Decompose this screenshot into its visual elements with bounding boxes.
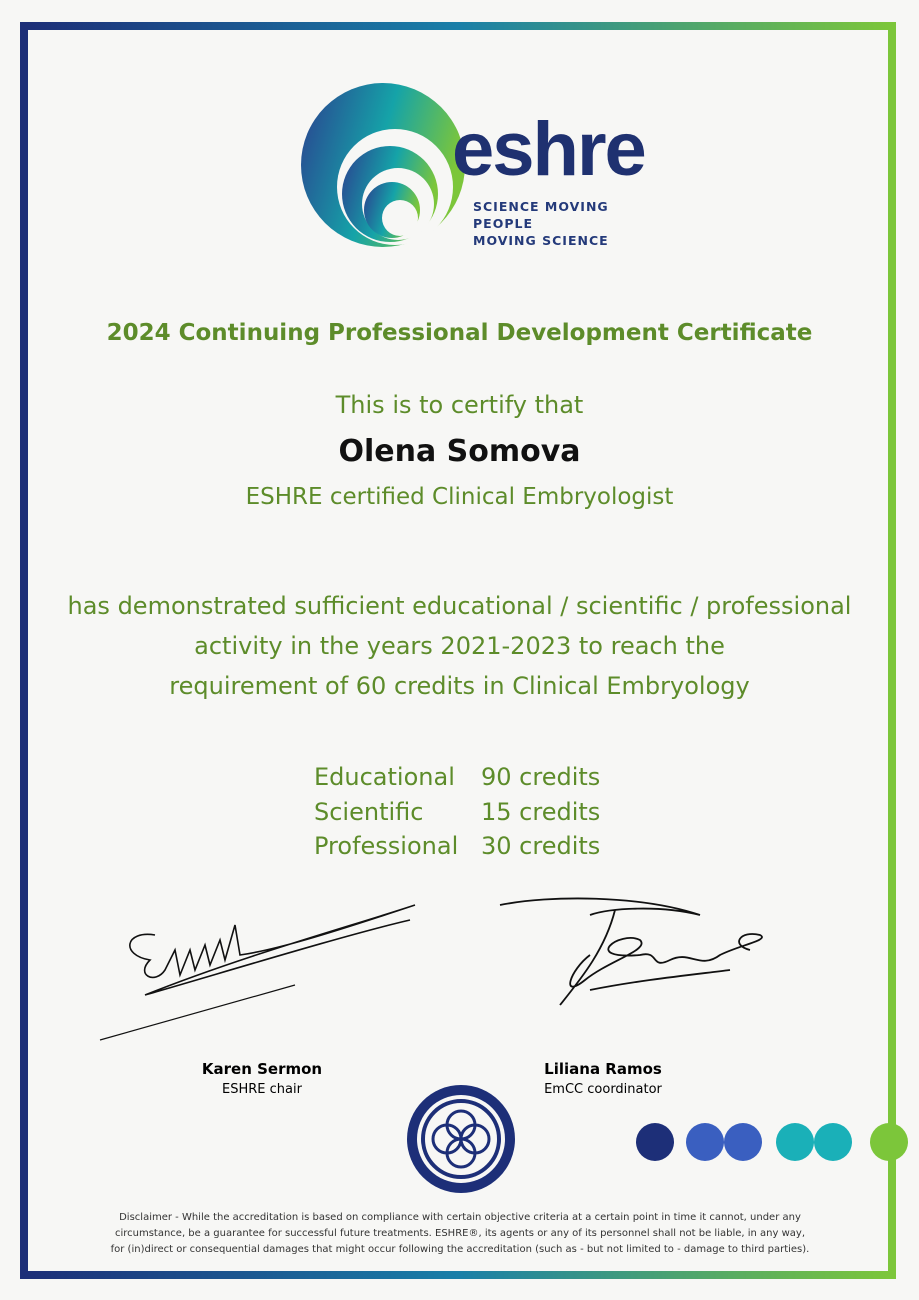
accreditation-seal-icon [405,1083,517,1195]
signatory-name: Karen Sermon [201,1060,323,1078]
recipient-role: ESHRE certified Clinical Embryologist [245,484,674,510]
credit-value: 15 credits [481,797,601,826]
signature-karen-sermon [95,895,425,1045]
credit-row [314,829,600,864]
logo-slogan [473,198,609,249]
credits-table [314,760,600,864]
credit-category: Educational [314,763,455,791]
disclaimer-line: circumstance, be a guarantee for successful future treatments. ESHRE®, its agents or any of its personnel shall not be liable, in any way, [114,1228,806,1239]
signature-liliana-ramos [490,890,790,1040]
credit-value: 30 credits [481,832,601,860]
statement [0,586,919,706]
credit-row [314,760,600,795]
signatory-2 [503,1060,703,1097]
signatory-title: EmCC coordinator [544,1082,662,1097]
signatory-name: Liliana Ramos [544,1060,662,1078]
logo-wordmark: eshre [452,107,645,192]
decor-dot-green [870,1123,908,1161]
credit-value: 90 credits [481,763,601,791]
credit-row [314,795,600,830]
recipient-name: Olena Somova [338,434,581,469]
statement-line: has demonstrated sufficient educational / scientific / professional [67,592,852,620]
slogan-line: SCIENCE MOVING [473,199,609,214]
disclaimer [90,1210,830,1258]
slogan-line: PEOPLE [473,216,533,231]
signatory-1 [162,1060,362,1097]
certificate-title: 2024 Continuing Professional Development Certificate [106,320,813,346]
decor-dot-blue [686,1123,724,1161]
decor-dot-blue [724,1123,762,1161]
decor-dot-navy [636,1123,674,1161]
disclaimer-line: Disclaimer - While the accreditation is based on compliance with certain objective criteria at a certain point in time it cannot, under any [119,1212,801,1223]
statement-line: activity in the years 2021-2023 to reach the [194,632,725,660]
signatory-title: ESHRE chair [222,1082,302,1097]
intro-text: This is to certify that [335,391,584,419]
statement-line: requirement of 60 credits in Clinical Embryology [169,672,750,700]
credit-category: Professional [314,832,459,860]
disclaimer-line: for (in)direct or consequential damages that might occur following the accreditation (such as - but not limited to - damage to third parties). [110,1244,810,1255]
decor-dot-teal [776,1123,814,1161]
slogan-line: MOVING SCIENCE [473,233,609,248]
decor-dot-teal [814,1123,852,1161]
eshre-logo-icon [300,82,470,252]
credit-category: Scientific [314,797,424,826]
